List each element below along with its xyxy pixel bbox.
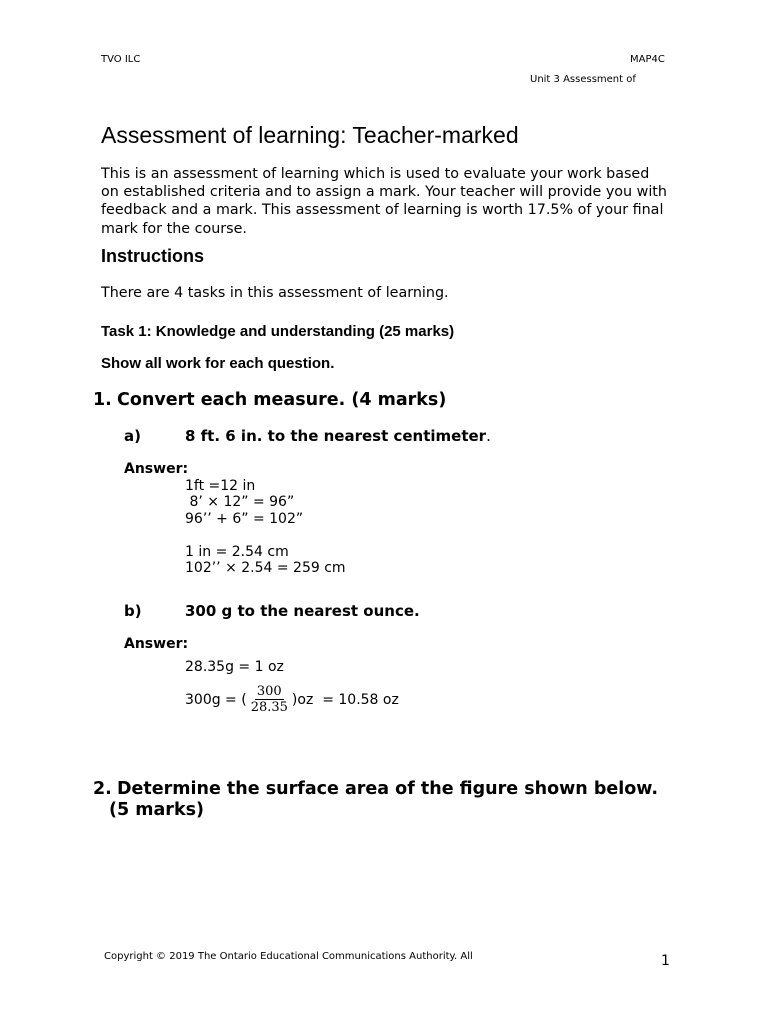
- question-number: 2.: [93, 779, 112, 799]
- subquestion-text: 8 ft. 6 in. to the nearest centimeter.: [185, 427, 491, 445]
- fraction-numerator: 300: [256, 684, 282, 699]
- question-marks: (5 marks): [109, 800, 204, 820]
- page-title: Assessment of learning: Teacher-marked: [101, 122, 519, 148]
- fraction-equation: [185, 684, 399, 715]
- answer-line: 1ft =12 in: [185, 478, 256, 494]
- answer-label: Answer:: [124, 461, 189, 477]
- question-number: 1.: [93, 390, 112, 410]
- fraction: [249, 684, 290, 715]
- task1-heading: Task 1: Knowledge and understanding (25 marks): [101, 323, 455, 340]
- equation-prefix: 300g = (: [185, 691, 247, 708]
- question-text: Convert each measure. (4 marks): [117, 390, 447, 410]
- answer-line: 8’ × 12” = 96”: [185, 494, 295, 510]
- footer-copyright: Copyright © 2019 The Ontario Educational Communications Authority. All: [104, 951, 473, 962]
- subquestion-label: a): [124, 427, 141, 445]
- answer-line: 1 in = 2.54 cm: [185, 544, 289, 560]
- answer-label: Answer:: [124, 636, 189, 652]
- header-left: TVO ILC: [101, 54, 141, 65]
- question-text: Determine the surface area of the figure shown below.: [117, 779, 658, 799]
- fraction-denominator: 28.35: [250, 700, 288, 715]
- answer-line: 96’’ + 6” = 102”: [185, 511, 304, 527]
- header-unit: Unit 3 Assessment of: [530, 74, 636, 85]
- subquestion-label: b): [124, 602, 142, 620]
- instructions-text: There are 4 tasks in this assessment of learning.: [101, 285, 449, 301]
- instructions-heading: Instructions: [101, 246, 205, 266]
- answer-line: 102’’ × 2.54 = 259 cm: [185, 560, 346, 576]
- header-right: MAP4C: [630, 54, 665, 65]
- intro-paragraph: This is an assessment of learning which is used to evaluate your work based on established criteria and to assign a mark. Your teacher will provide you with feedback and a mark. This assessment of learning is worth 17.5% of your final mark for the course.: [101, 166, 667, 237]
- page-number: 1: [661, 953, 670, 969]
- subquestion-text: 300 g to the nearest ounce.: [185, 602, 420, 620]
- answer-line: 28.35g = 1 oz: [185, 659, 284, 675]
- equation-suffix: )oz = 10.58 oz: [291, 691, 399, 708]
- task1-note: Show all work for each question.: [101, 355, 335, 372]
